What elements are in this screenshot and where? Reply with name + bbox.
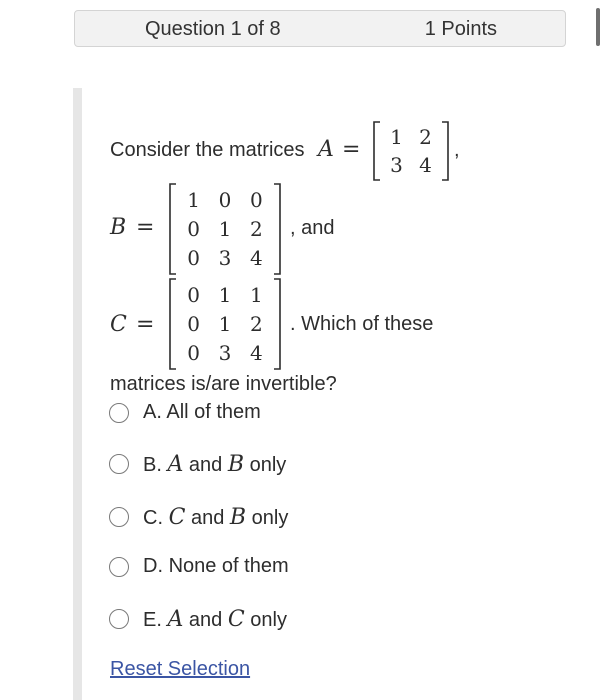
text-after-b: , and [290, 217, 335, 239]
right-bracket [442, 122, 448, 180]
matrix-b [166, 182, 284, 276]
choice-c-matrix-2: B [229, 505, 247, 530]
question-header [74, 10, 566, 47]
matrix-c-cell: 0 [187, 341, 201, 366]
radio-button-a[interactable] [109, 403, 129, 423]
matrix-c-name: C [110, 312, 127, 337]
matrix-c-cell: 2 [249, 312, 263, 336]
a-brackets [370, 120, 452, 182]
choice-b-suffix: only [249, 454, 287, 476]
choice-b-matrix-2: B [227, 452, 245, 477]
matrix-c-cell: 1 [249, 282, 263, 307]
choice-d-text: None of them [168, 555, 289, 577]
radio-button-d[interactable] [109, 557, 129, 577]
choice-a-prefix: A. [143, 401, 162, 423]
matrix-c-cell: 1 [218, 312, 232, 336]
choice-d-label[interactable] [143, 555, 289, 578]
choice-c-prefix: C. [143, 507, 163, 529]
matrix-c-cell: 1 [218, 282, 232, 307]
question-left-rule [73, 88, 82, 700]
matrix-a-cell: 4 [419, 153, 432, 177]
radio-button-e[interactable] [109, 609, 129, 629]
choice-a-label[interactable] [143, 401, 261, 424]
choice-b-label[interactable] [143, 452, 286, 477]
reset-selection-link[interactable]: Reset Selection [110, 658, 251, 680]
matrix-c [166, 277, 284, 371]
right-bracket [274, 184, 280, 274]
choice-d-prefix: D. [143, 555, 163, 577]
stem-line-1 [110, 139, 305, 162]
matrix-c-cell: 3 [218, 341, 232, 366]
text-after-c: . Which of these [290, 313, 434, 335]
matrix-b-cell: 4 [249, 246, 263, 271]
left-bracket [374, 122, 380, 180]
points-label: 1 Points [424, 18, 497, 40]
matrix-a-cell: 1 [390, 125, 403, 149]
comma-after-a: , [454, 139, 460, 161]
matrix-b-cell: 1 [187, 187, 201, 212]
matrix-a-cell: 3 [390, 153, 403, 177]
matrix-c-cell: 0 [187, 282, 201, 307]
choice-c-and: and [190, 507, 225, 529]
choice-b-prefix: B. [143, 454, 162, 476]
radio-button-b[interactable] [109, 454, 129, 474]
stem-intro: Consider the matrices [110, 139, 305, 161]
choice-b-and: and [188, 454, 223, 476]
matrix-a-name: A [318, 137, 334, 162]
matrix-a-cell: 2 [419, 125, 432, 149]
matrix-b-cell: 0 [218, 187, 232, 212]
choice-e-prefix: E. [143, 609, 162, 631]
right-bracket [274, 279, 280, 369]
choice-c-suffix: only [251, 507, 289, 529]
matrix-b-cell: 2 [249, 217, 263, 241]
choice-e-and: and [188, 609, 223, 631]
matrix-c-cell: 0 [187, 312, 201, 336]
question-number: Question 1 of 8 [145, 18, 281, 40]
equals-sign-a: = [342, 137, 361, 162]
matrix-b-cell: 0 [249, 187, 263, 212]
left-bracket [170, 279, 176, 369]
matrix-b-cell: 3 [218, 246, 232, 271]
stem-tail: matrices is/are invertible? [110, 373, 337, 395]
matrix-b-cell: 0 [187, 246, 201, 271]
choice-b-matrix-1: A [167, 452, 184, 477]
left-bracket [170, 184, 176, 274]
equals-sign-c: = [136, 312, 155, 337]
choice-e-label[interactable] [143, 607, 287, 632]
scrollbar-thumb[interactable] [596, 8, 600, 46]
choice-e-matrix-2: C [227, 607, 245, 632]
matrix-b-cell: 1 [218, 217, 232, 241]
matrix-a [370, 120, 452, 182]
choice-e-suffix: only [250, 609, 287, 631]
choice-c-matrix-1: C [168, 505, 186, 530]
equals-sign-b: = [136, 215, 155, 240]
matrix-c-cell: 4 [249, 341, 263, 366]
radio-button-c[interactable] [109, 507, 129, 527]
choice-a-text: All of them [166, 401, 261, 423]
choice-c-label[interactable] [143, 505, 288, 530]
matrix-b-cell: 0 [187, 217, 201, 241]
choice-e-matrix-1: A [167, 607, 184, 632]
matrix-b-name: B [110, 215, 127, 240]
